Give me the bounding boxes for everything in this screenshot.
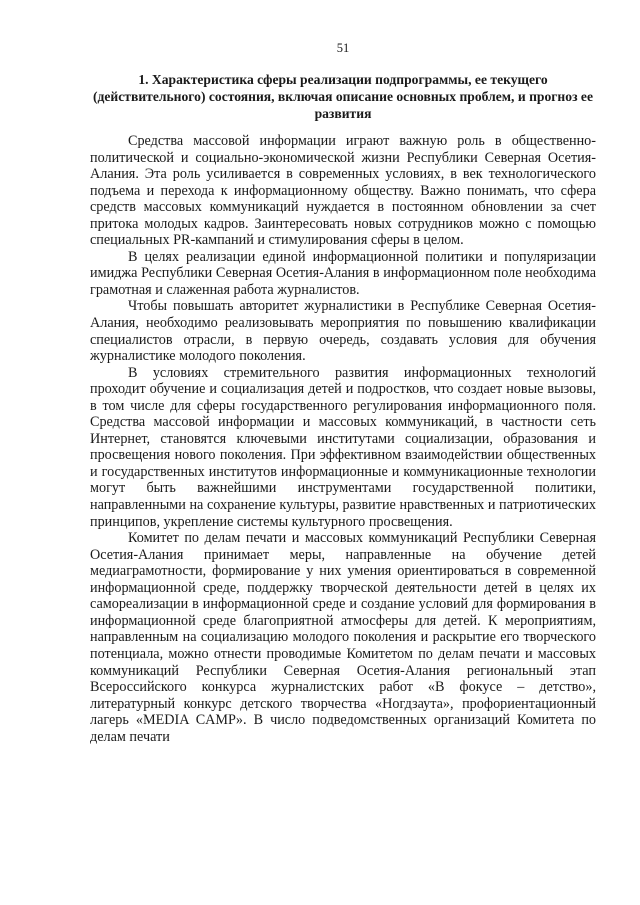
paragraph-5: Комитет по делам печати и массовых коммуникаций Республики Северная Осетия-Алания принимает меры, направленные на обучение детей медиаграмотности, формирование у них умения ориентироваться в современной информационной среде, поддержку творческой деятельности детей в целях их самореализации в информационной среде и создание условий для формирования в информационной среде благоприятной атмосферы для детей. К мероприятиям, направленным на социализацию молодого поколения и раскрытие его творческого потенциала, можно отнести проводимые Комитетом по делам печати и массовых коммуникаций Республики Северная Осетия-Алания региональный этап Всероссийского конкурса журналистских работ «В фокусе – детство», литературный конкурс детского творчества «Ногдзаута», профориентационный лагерь «MEDIA CAMP». В число подведомственных организаций Комитета по делам печати <box>90 530 596 745</box>
paragraph-4: В условиях стремительного развития информационных технологий проходит обучение и социализация детей и подростков, что создает новые вызовы, в том числе для сферы государственного регулирования информационного поля. Средства массовой информации и массовых коммуникаций, в частности сеть Интернет, становятся ключевыми институтами социализации, образования и просвещения нового поколения. При эффективном взаимодействии общественных и государственных институтов информационные и коммуникационные технологии могут быть важнейшими инструментами государственной политики, направленными на сохранение культуры, развитие нравственных и патриотических принципов, укрепление системы культурного просвещения. <box>90 364 596 530</box>
page-number: 51 <box>336 41 350 55</box>
paragraph-1: Средства массовой информации играют важную роль в общественно-политической и социально-экономической жизни Республики Северная Осетия-Алания. Эта роль усиливается в современных условиях, в век технологического подъема и перехода к информационному обществу. Важно понимать, что сфера средств массовых коммуникаций нуждается в постоянном обновлении за счет притока молодых кадров. Заинтересовать новых сотрудников можно с помощью специальных PR-кампаний и стимулирования сферы в целом. <box>90 133 596 249</box>
paragraph-2: В целях реализации единой информационной политики и популяризации имиджа Республики Северная Осетия-Алания в информационном поле необходима грамотная и слаженная работа журналистов. <box>90 248 596 298</box>
document-body <box>90 133 596 745</box>
paragraph-3: Чтобы повышать авторитет журналистики в Республике Северная Осетия-Алания, необходимо реализовывать мероприятия по повышению квалификации специалистов отрасли, в первую очередь, создавать условия для обучения журналистике молодого поколения. <box>90 298 596 365</box>
section-heading: 1. Характеристика сферы реализации подпрограммы, ее текущего (действительного) состояния, включая описание основных проблем, и прогноз ее развития <box>93 72 593 121</box>
